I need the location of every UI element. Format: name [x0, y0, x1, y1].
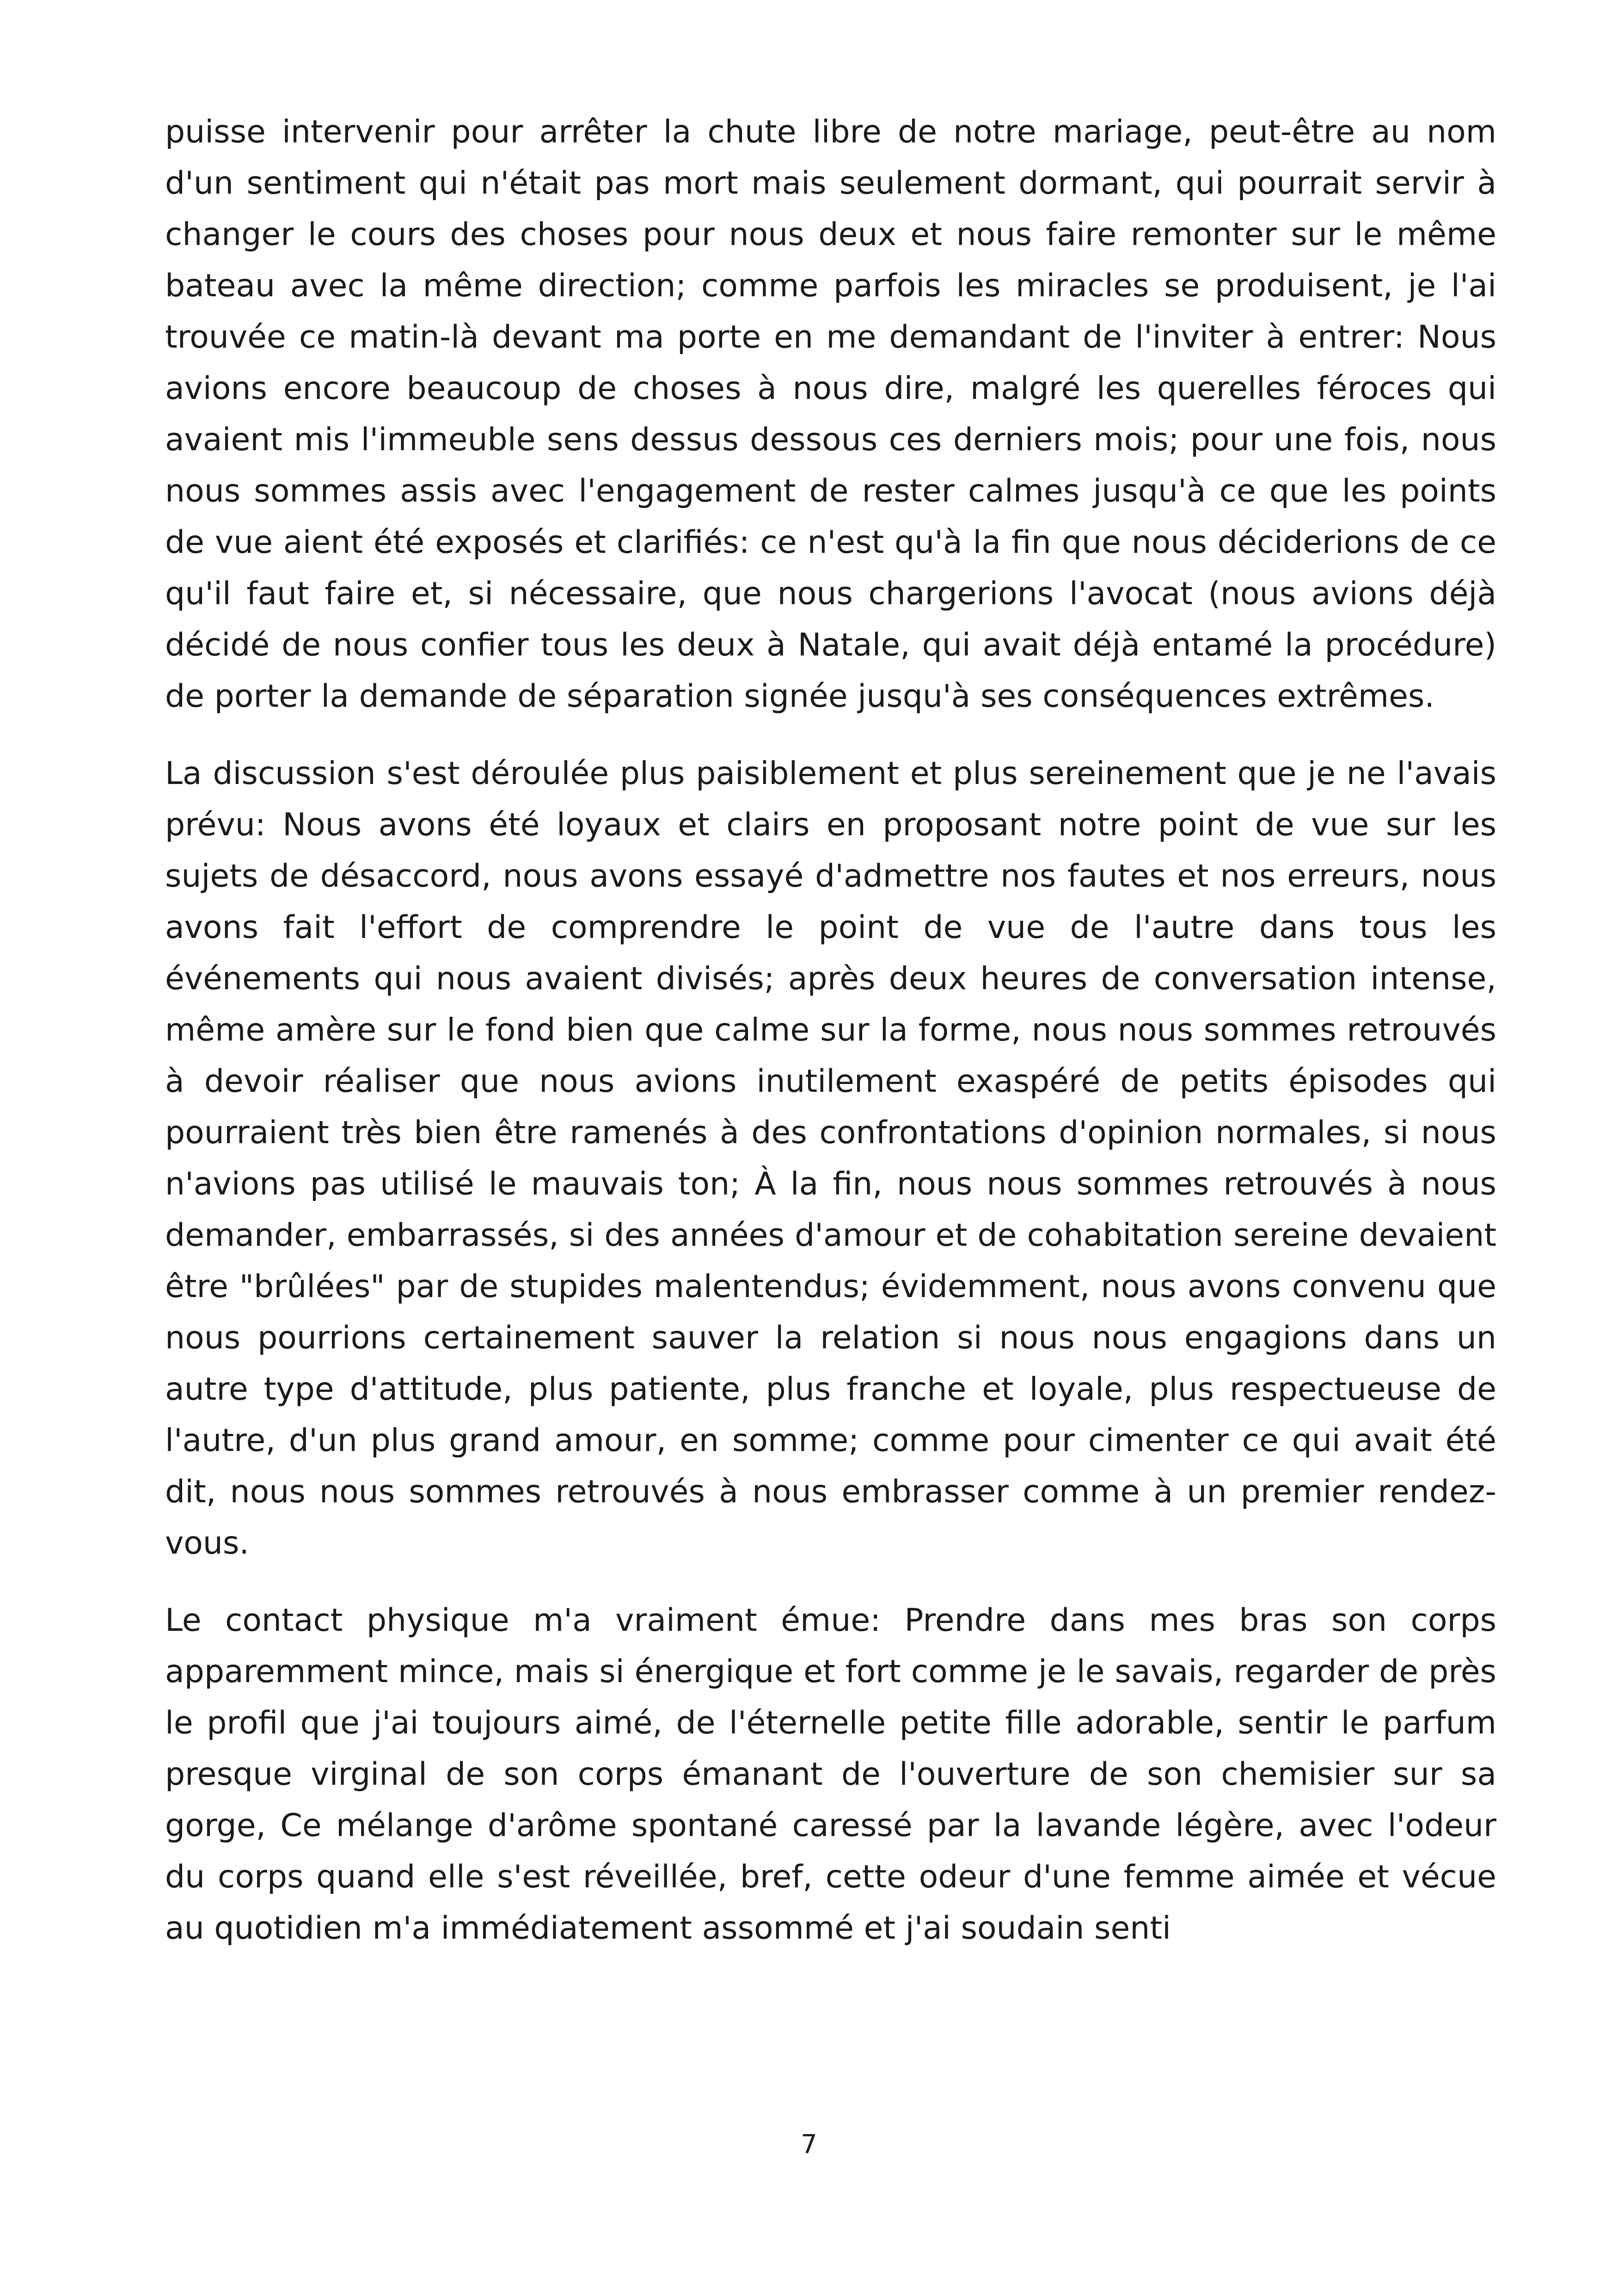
paragraph-2: La discussion s'est déroulée plus paisiblement et plus sereinement que je ne l'avais prévu: Nous avons été loyaux et clairs en proposant notre point de vue sur les sujets de désaccord, nous avons essayé d'admettre nos fautes et nos erreurs, nous avons fait l'effort de comprendre le point de vue de l'autre dans tous les événements qui nous avaient divisés; après deux heures de conversation intense, même amère sur le fond bien que calme sur la forme, nous nous sommes retrouvés à devoir réaliser que nous avions inutilement exaspéré de petits épisodes qui pourraient très bien être ramenés à des confrontations d'opinion normales, si nous n'avions pas utilisé le mauvais ton; À la fin, nous nous sommes retrouvés à nous demander, embarrassés, si des années d'amour et de cohabitation sereine devaient être "brûlées" par de stupides malentendus; évidemment, nous avons convenu que nous pourrions certainement sauver la relation si nous nous engagions dans un autre type d'attitude, plus patiente, plus franche et loyale, plus respectueuse de l'autre, d'un plus grand amour, en somme; comme pour cimenter ce qui avait été dit, nous nous sommes retrouvés à nous embrasser comme à un premier rendez-vous. [165, 755, 1496, 1561]
paragraph-3: Le contact physique m'a vraiment émue: Prendre dans mes bras son corps apparemment mince, mais si énergique et fort comme je le savais, regarder de près le profil que j'ai toujours aimé, de l'éternelle petite fille adorable, sentir le parfum presque virginal de son corps émanant de l'ouverture de son chemisier sur sa gorge, Ce mélange d'arôme spontané caressé par la lavande légère, avec l'odeur du corps quand elle s'est réveillée, bref, cette odeur d'une femme aimée et vécue au quotidien m'a immédiatement assommé et j'ai soudain senti [165, 1602, 1496, 1947]
page-number: 7 [801, 2130, 817, 2160]
paragraph-1: puisse intervenir pour arrêter la chute libre de notre mariage, peut-être au nom d'un sentiment qui n'était pas mort mais seulement dormant, qui pourrait servir à changer le cours des choses pour nous deux et nous faire remonter sur le même bateau avec la même direction; comme parfois les miracles se produisent, je l'ai trouvée ce matin-là devant ma porte en me demandant de l'inviter à entrer: Nous avions encore beaucoup de choses à nous dire, malgré les querelles féroces qui avaient mis l'immeuble sens dessus dessous ces derniers mois; pour une fois, nous nous sommes assis avec l'engagement de rester calmes jusqu'à ce que les points de vue aient été exposés et clarifiés: ce n'est qu'à la fin que nous déciderions de ce qu'il faut faire et, si nécessaire, que nous chargerions l'avocat (nous avions déjà décidé de nous confier tous les deux à Natale, qui avait déjà entamé la procédure) de porter la demande de séparation signée jusqu'à ses conséquences extrêmes. [165, 114, 1496, 715]
body-text [165, 106, 1496, 1980]
